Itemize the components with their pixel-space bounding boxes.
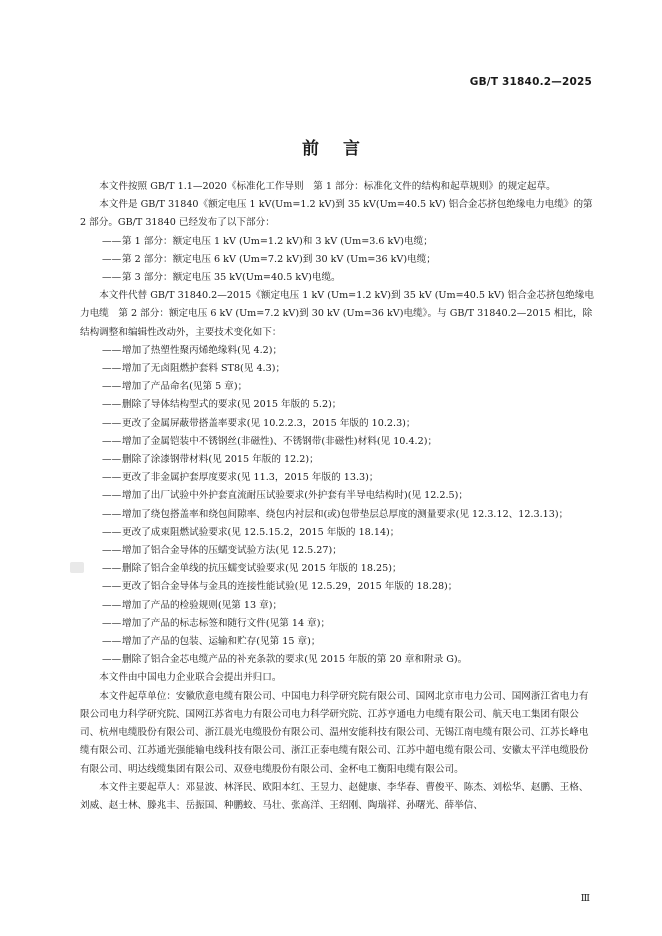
paragraph: 本文件由中国电力企业联合会提出并归口。 xyxy=(99,672,282,684)
list-item: —— 增加了产品的包装、运输和贮存(见第 15 章)； xyxy=(102,636,321,648)
dash: —— xyxy=(102,272,122,284)
paragraph: 本文件按照 GB/T 1.1—2020《标准化工作导则 第 1 部分：标准化文件的结构和起草规则》的规定起草。 xyxy=(99,181,556,192)
list-item: —— 增加了金属铠装中不锈钢丝(非磁性)、不锈钢带(非磁性)材料(见 10.4.2)； xyxy=(102,435,438,447)
list-item: —— 第 3 部分：额定电压 35 kV(Um=40.5 kV)电缆。 xyxy=(80,269,594,287)
list-item: —— 删除了铝合金芯电缆产品的补充条款的要求(见 2015 年版的第 20 章和附录 G)。 xyxy=(102,654,468,666)
list-item: —— 删除了导体结构型式的要求(见 2015 年版的 5.2)； xyxy=(102,399,342,411)
paragraph: 本文件主要起草人：邓显波、林泽民、欧阳本红、王昱力、赵健康、李华春、曹俊平、陈杰、刘松华、赵鹏、王格、刘威、赵士林、滕兆丰、岳振国、种鹏蛟、马壮、张高洋、王绍刚、陶瑞祥、孙曙光、薛举信、 xyxy=(80,781,589,811)
list-item: —— 删除了涂漆钢带材料(见 2015 年版的 12.2)； xyxy=(102,454,319,466)
parts-list xyxy=(80,233,594,288)
list-item: —— 更改了铝合金导体与金具的连接性能试验(见 12.5.29，2015 年版的 18.28)； xyxy=(102,581,458,593)
foreword-body xyxy=(80,178,594,815)
paragraph: 本文件起草单位：安徽欣意电缆有限公司、中国电力科学研究院有限公司、国网北京市电力公司、国网浙江省电力有限公司电力科学研究院、国网江苏省电力有限公司电力科学研究院、江苏亨通电力电缆有限公司、航天电工集团有限公司、杭州电缆股份有限公司、浙江晨光电缆股份有限公司、温州安能科技有限公司、无锡江南电缆有限公司、江苏长峰电缆有限公司、江苏通光强能输电线科技有限公司、浙江正泰电缆有限公司、江苏中超电缆有限公司、安徽太平洋电缆股份有限公司、明达线缆集团有限公司、双登电缆股份有限公司、金杯电工衡阳电缆有限公司。 xyxy=(80,690,589,775)
list-item: —— 删除了铝合金单线的抗压蠕变试验要求(见 2015 年版的 18.25)； xyxy=(102,563,402,575)
changes-list xyxy=(80,342,594,670)
paragraph: 本文件代替 GB/T 31840.2—2015《额定电压 1 kV (Um=1.2 kV)到 35 kV (Um=40.5 kV) 铝合金芯挤包绝缘电力电缆 第 2 部分：额定电压 6 kV (Um=7.2 kV)到 30 kV (Um=36 kV)电缆》。与 GB/T 31840.2—2015 相比，除结构调整和编辑性改动外，主要技术变化如下： xyxy=(80,290,594,338)
page-title: 前言 xyxy=(302,139,384,159)
side-tab-icon xyxy=(70,562,84,573)
standard-number: GB/T 31840.2—2025 xyxy=(469,76,592,88)
list-item: —— 第 2 部分：额定电压 6 kV (Um=7.2 kV)到 30 kV (Um=36 kV)电缆； xyxy=(80,251,594,269)
list-item: —— 增加了绕包搭盖率和绕包间隙率、绕包内衬层和(或)包带垫层总厚度的测量要求(见 12.3.12、12.3.13)； xyxy=(102,508,569,520)
page-number: Ⅲ xyxy=(580,893,590,904)
dash: —— xyxy=(102,253,122,265)
list-item: —— 增加了产品的检验规则(见第 13 章)； xyxy=(102,599,283,611)
list-item: —— 增加了出厂试验中外护套直流耐压试验要求(外护套有半导电结构时)(见 12.2.5)； xyxy=(102,490,468,502)
list-item: —— 第 1 部分：额定电压 1 kV (Um=1.2 kV)和 3 kV (Um=3.6 kV)电缆； xyxy=(80,233,594,251)
paragraph: 本文件是 GB/T 31840《额定电压 1 kV(Um=1.2 kV)到 35 kV(Um=40.5 kV) 铝合金芯挤包绝缘电力电缆》的第 2 部分。GB/T 31840 已经发布了以下部分： xyxy=(80,199,593,229)
list-item: —— 增加了产品的标志标签和随行文件(见第 14 章)； xyxy=(102,617,331,629)
list-item: —— 增加了无卤阻燃护套料 ST8(见 4.3)； xyxy=(102,363,286,375)
dash: —— xyxy=(102,235,122,247)
list-item: —— 增加了铝合金导体的压蠕变试验方法(见 12.5.27)； xyxy=(102,545,342,557)
list-item: —— 更改了成束阻燃试验要求(见 12.5.15.2，2015 年版的 18.14)； xyxy=(102,526,400,538)
list-item: —— 增加了热塑性聚丙烯绝缘料(见 4.2)； xyxy=(102,344,283,356)
list-item: —— 更改了非金属护套厚度要求(见 11.3，2015 年版的 13.3)； xyxy=(102,472,379,484)
list-item: —— 更改了金属屏蔽带搭盖率要求(见 10.2.2.3，2015 年版的 10.2.3)； xyxy=(102,417,416,429)
list-item: —— 增加了产品命名(见第 5 章)； xyxy=(102,381,248,393)
